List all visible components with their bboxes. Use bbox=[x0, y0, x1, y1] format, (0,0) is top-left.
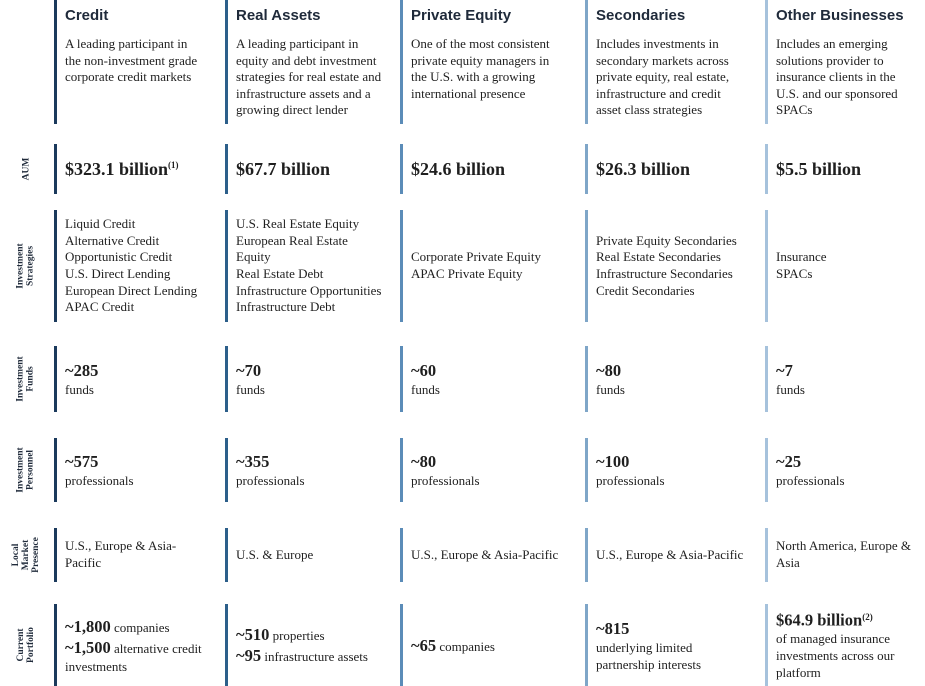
strategy-item: Alternative Credit bbox=[65, 232, 160, 248]
portfolio-text: infrastructure assets bbox=[261, 649, 368, 664]
aum-value bbox=[65, 159, 222, 180]
row-label-line: Market bbox=[20, 539, 31, 571]
personnel-unit: professionals bbox=[776, 473, 845, 488]
strategy-item: Infrastructure Secondaries bbox=[596, 266, 733, 281]
aum-cell bbox=[585, 144, 762, 194]
personnel-value: ~80 bbox=[411, 452, 437, 471]
strategy-item: SPACs bbox=[776, 266, 813, 281]
market-line: U.S., Europe & Asia-Pacific bbox=[596, 546, 744, 562]
personnel-cell bbox=[225, 438, 397, 502]
column-description bbox=[411, 36, 582, 102]
column-real-assets bbox=[225, 0, 397, 686]
funds-unit: funds bbox=[411, 382, 440, 397]
row-label-line: Investment bbox=[15, 447, 26, 493]
funds-value: ~80 bbox=[596, 361, 622, 380]
row-label-line: Personnel bbox=[25, 449, 36, 491]
description-line: asset class strategies bbox=[596, 102, 703, 117]
description-line: strategies for real estate and bbox=[236, 69, 382, 84]
column-header bbox=[54, 0, 222, 124]
portfolio-value: ~815 bbox=[596, 618, 630, 638]
row-label-line: Presence bbox=[30, 537, 41, 573]
description-line: A leading participant in bbox=[65, 36, 188, 51]
description-line: international presence bbox=[411, 85, 526, 101]
funds-unit: funds bbox=[65, 382, 94, 397]
portfolio-value: ~510 bbox=[236, 625, 270, 644]
aum-cell bbox=[225, 144, 397, 194]
description-line: corporate credit markets bbox=[65, 69, 192, 84]
description-line: secondary markets across bbox=[596, 52, 729, 68]
strategy-item: Liquid Credit bbox=[65, 216, 136, 232]
funds-cell bbox=[225, 346, 397, 412]
portfolio-line bbox=[596, 639, 762, 656]
portfolio-line bbox=[411, 635, 582, 656]
strategies-cell bbox=[765, 210, 925, 322]
description-line: private equity, real estate, bbox=[596, 69, 730, 84]
portfolio-line bbox=[776, 664, 925, 681]
portfolio-cell bbox=[585, 604, 762, 686]
market-presence-cell bbox=[765, 528, 925, 582]
row-label-line: Investment bbox=[15, 243, 26, 289]
row-label-line: Current bbox=[15, 628, 26, 662]
portfolio-cell bbox=[765, 604, 925, 686]
portfolio-line bbox=[776, 609, 925, 630]
portfolio-footnote: (2) bbox=[862, 611, 873, 622]
row-label-line: Local bbox=[10, 543, 21, 567]
market-presence-cell bbox=[225, 528, 397, 582]
aum-cell bbox=[54, 144, 222, 194]
market-presence-cell bbox=[54, 528, 222, 582]
row-label-line: Investment bbox=[15, 356, 26, 402]
description-line: private equity managers in bbox=[411, 52, 550, 68]
market-line: U.S., Europe & Asia-Pacific bbox=[411, 546, 559, 562]
description-line: A leading participant in bbox=[236, 36, 359, 51]
personnel-unit: professionals bbox=[65, 473, 134, 488]
strategy-item: Real Estate Debt bbox=[236, 266, 324, 281]
column-title: Private Equity bbox=[411, 7, 512, 24]
personnel-cell bbox=[400, 438, 582, 502]
portfolio-line bbox=[65, 637, 222, 658]
column-header bbox=[765, 0, 925, 124]
aum-value bbox=[776, 159, 925, 180]
portfolio-cell bbox=[225, 604, 397, 686]
row-label-personnel bbox=[0, 438, 52, 502]
strategy-item: European Direct Lending bbox=[65, 282, 198, 298]
funds-cell bbox=[400, 346, 582, 412]
portfolio-value: $64.9 billion bbox=[776, 610, 863, 630]
aum-footnote: (1) bbox=[168, 159, 179, 170]
portfolio-text: of managed insurance bbox=[776, 631, 891, 647]
funds-value: ~60 bbox=[411, 361, 437, 380]
personnel-cell bbox=[54, 438, 222, 502]
personnel-unit: professionals bbox=[236, 473, 305, 488]
personnel-value: ~575 bbox=[65, 452, 99, 471]
strategy-item: Infrastructure Opportunities bbox=[236, 282, 382, 298]
market-line: Pacific bbox=[65, 555, 102, 570]
portfolio-cell bbox=[400, 604, 582, 686]
description-line: One of the most consistent bbox=[411, 36, 550, 51]
funds-unit: funds bbox=[776, 382, 805, 397]
aum-amount: $67.7 billion bbox=[236, 158, 331, 179]
description-line: the U.S. with a growing bbox=[411, 69, 536, 84]
funds-value: ~285 bbox=[65, 361, 99, 380]
description-line: insurance clients in the bbox=[776, 69, 896, 84]
row-label-line: Strategies bbox=[25, 245, 36, 287]
strategy-item: European Real Estate bbox=[236, 232, 348, 248]
strategy-item: Corporate Private Equity bbox=[411, 249, 541, 265]
portfolio-line bbox=[236, 645, 397, 666]
aum-amount: $26.3 billion bbox=[596, 158, 691, 179]
strategy-item: Private Equity Secondaries bbox=[596, 232, 737, 248]
column-description bbox=[776, 36, 925, 119]
description-line: infrastructure assets and a bbox=[236, 85, 371, 101]
strategy-item: U.S. Direct Lending bbox=[65, 266, 171, 281]
row-label-market bbox=[0, 528, 52, 582]
column-secondaries bbox=[585, 0, 762, 686]
strategy-item: APAC Private Equity bbox=[411, 266, 523, 281]
description-line: Includes an emerging bbox=[776, 36, 888, 51]
portfolio-value: ~1,500 bbox=[65, 637, 111, 657]
personnel-value: ~355 bbox=[236, 452, 270, 471]
strategy-item: Opportunistic Credit bbox=[65, 249, 173, 265]
strategy-item: Infrastructure Debt bbox=[236, 299, 336, 315]
column-title: Secondaries bbox=[596, 7, 686, 24]
row-label-aum-text: AUM bbox=[20, 157, 31, 181]
aum-value bbox=[236, 159, 397, 180]
strategies-cell bbox=[585, 210, 762, 322]
portfolio-cell bbox=[54, 604, 222, 686]
row-label-strategies bbox=[0, 210, 52, 322]
description-line: the non-investment grade bbox=[65, 52, 198, 68]
row-label-funds bbox=[0, 346, 52, 412]
strategy-item: Insurance bbox=[776, 249, 827, 265]
description-line: growing direct lender bbox=[236, 102, 348, 117]
portfolio-text: investments across our bbox=[776, 648, 895, 664]
personnel-cell bbox=[585, 438, 762, 502]
portfolio-text: companies bbox=[436, 638, 495, 654]
portfolio-line bbox=[65, 658, 222, 675]
column-description bbox=[596, 36, 762, 119]
funds-value: ~7 bbox=[776, 361, 793, 380]
aum-amount: $323.1 billion bbox=[65, 158, 169, 179]
strategies-cell bbox=[400, 210, 582, 322]
aum-amount: $24.6 billion bbox=[411, 158, 506, 179]
portfolio-value: ~65 bbox=[411, 635, 437, 655]
column-title: Other Businesses bbox=[776, 7, 904, 24]
column-header bbox=[225, 0, 397, 124]
column-header bbox=[400, 0, 582, 124]
portfolio-text: underlying limited bbox=[596, 639, 693, 655]
strategy-item: Credit Secondaries bbox=[596, 282, 695, 298]
portfolio-text: companies bbox=[110, 619, 170, 635]
strategy-item: Real Estate Secondaries bbox=[596, 249, 721, 265]
aum-amount: $5.5 billion bbox=[776, 158, 862, 179]
funds-unit: funds bbox=[236, 382, 265, 397]
portfolio-text: investments bbox=[65, 658, 128, 674]
description-line: Includes investments in bbox=[596, 36, 719, 51]
personnel-unit: professionals bbox=[596, 473, 665, 488]
row-label-line: Portfolio bbox=[25, 627, 36, 663]
market-line: North America, Europe & bbox=[776, 538, 912, 554]
funds-cell bbox=[765, 346, 925, 412]
row-label-aum bbox=[0, 144, 52, 194]
description-line: infrastructure and credit bbox=[596, 85, 721, 101]
funds-cell bbox=[54, 346, 222, 412]
funds-unit: funds bbox=[596, 382, 625, 397]
aum-cell bbox=[765, 144, 925, 194]
portfolio-line bbox=[596, 618, 762, 639]
personnel-value: ~100 bbox=[596, 452, 630, 471]
column-private-equity bbox=[400, 0, 582, 686]
portfolio-value: ~1,800 bbox=[65, 616, 111, 636]
row-label-portfolio bbox=[0, 604, 52, 686]
market-line: U.S. & Europe bbox=[236, 546, 314, 562]
portfolio-text: properties bbox=[269, 628, 325, 643]
column-title: Credit bbox=[65, 7, 109, 24]
personnel-unit: professionals bbox=[411, 473, 480, 488]
personnel-cell bbox=[765, 438, 925, 502]
portfolio-value: ~95 bbox=[236, 646, 262, 665]
description-line: equity and debt investment bbox=[236, 52, 377, 68]
strategy-item: APAC Credit bbox=[65, 299, 135, 315]
portfolio-line bbox=[65, 616, 222, 637]
column-title: Real Assets bbox=[236, 7, 321, 24]
aum-cell bbox=[400, 144, 582, 194]
portfolio-line bbox=[776, 647, 925, 664]
portfolio-line bbox=[236, 624, 397, 645]
market-line: Asia bbox=[776, 555, 800, 570]
market-presence-cell bbox=[400, 528, 582, 582]
aum-value bbox=[411, 159, 582, 180]
portfolio-line bbox=[596, 656, 762, 673]
portfolio-text: alternative credit bbox=[110, 640, 202, 656]
funds-value: ~70 bbox=[236, 361, 262, 380]
strategies-cell bbox=[225, 210, 397, 322]
strategy-item: U.S. Real Estate Equity bbox=[236, 216, 360, 232]
description-line: solutions provider to bbox=[776, 52, 884, 68]
aum-value bbox=[596, 159, 762, 180]
column-header bbox=[585, 0, 762, 124]
portfolio-text: platform bbox=[776, 665, 821, 681]
personnel-value: ~25 bbox=[776, 452, 802, 471]
description-line: U.S. and our sponsored bbox=[776, 85, 898, 101]
row-label-line: Funds bbox=[25, 366, 36, 392]
description-line: SPACs bbox=[776, 102, 813, 117]
portfolio-text: partnership interests bbox=[596, 656, 702, 672]
strategy-item: Equity bbox=[236, 249, 271, 265]
market-line: U.S., Europe & Asia- bbox=[65, 538, 177, 554]
column-credit bbox=[54, 0, 222, 686]
funds-cell bbox=[585, 346, 762, 412]
column-description bbox=[65, 36, 222, 86]
portfolio-line bbox=[776, 630, 925, 647]
column-other-businesses bbox=[765, 0, 925, 686]
strategies-cell bbox=[54, 210, 222, 322]
column-description bbox=[236, 36, 397, 119]
market-presence-cell bbox=[585, 528, 762, 582]
